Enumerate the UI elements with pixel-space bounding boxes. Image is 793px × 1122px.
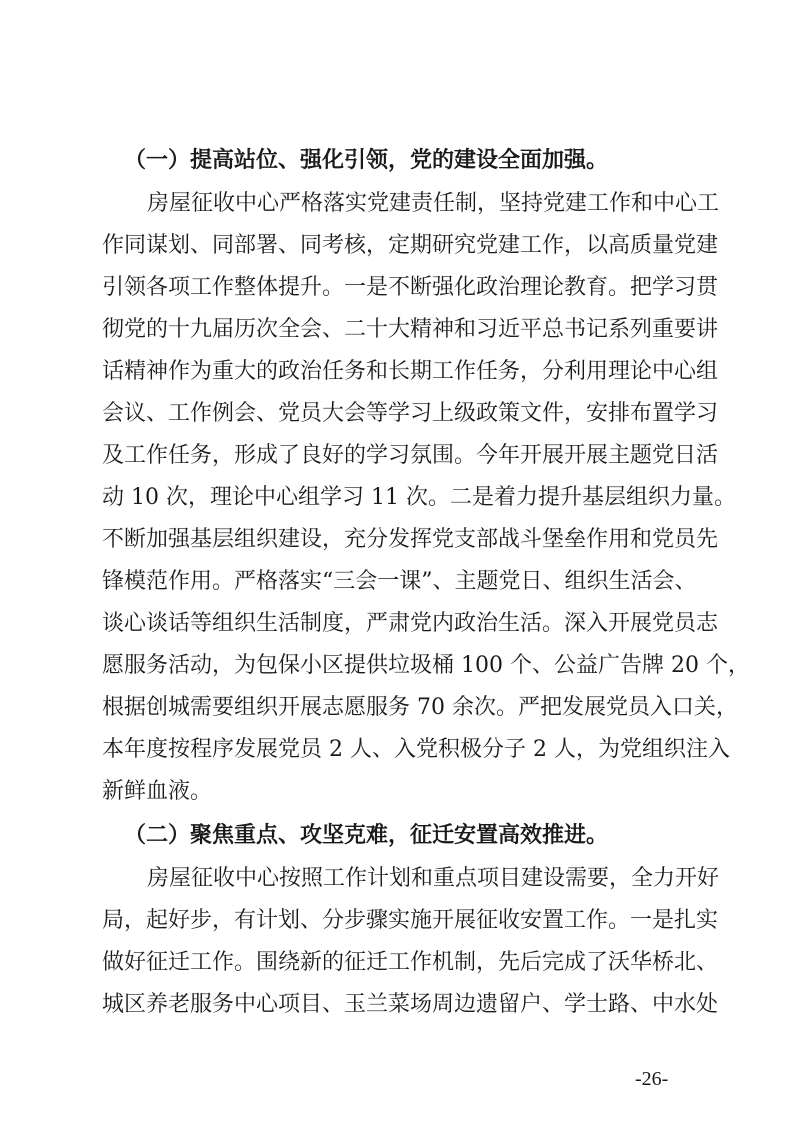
paragraph-line: 根据创城需要组织开展志愿服务 70 余次。严把发展党员入口关， bbox=[102, 695, 738, 720]
page-number: -26- bbox=[635, 1068, 669, 1090]
paragraph-line: 锋模范作用。严格落实“三会一课”、主题党日、组织生活会、 bbox=[102, 569, 697, 594]
paragraph-line: 本年度按程序发展党员 2 人、入党积极分子 2 人，为党组织注入 bbox=[102, 737, 730, 762]
paragraph-line: 动 10 次，理论中心组学习 11 次。二是着力提升基层组织力量。 bbox=[102, 485, 736, 510]
paragraph-line: 房屋征收中心严格落实党建责任制，坚持党建工作和中心工 bbox=[147, 191, 720, 216]
section-heading-1: （一）提高站位、强化引领，党的建设全面加强。 bbox=[124, 148, 609, 173]
paragraph-line: 引领各项工作整体提升。一是不断强化政治理论教育。把学习贯 bbox=[102, 275, 719, 300]
paragraph-line: 做好征迁工作。围绕新的征迁工作机制，先后完成了沃华桥北、 bbox=[102, 950, 719, 975]
paragraph-line: 局，起好步，有计划、分步骤实施开展征收安置工作。一是扎实 bbox=[102, 908, 719, 933]
paragraph-line: 及工作任务，形成了良好的学习氛围。今年开展开展主题党日活 bbox=[102, 443, 719, 468]
paragraph-line: 谈心谈话等组织生活制度，严肃党内政治生活。深入开展党员志 bbox=[102, 611, 719, 636]
paragraph-line: 新鲜血液。 bbox=[102, 779, 213, 804]
section-heading-2: （二）聚焦重点、攻坚克难，征迁安置高效推进。 bbox=[124, 823, 609, 848]
paragraph-line: 彻党的十九届历次全会、二十大精神和习近平总书记系列重要讲 bbox=[102, 317, 719, 342]
paragraph-line: 城区养老服务中心项目、玉兰菜场周边遗留户、学士路、中水处 bbox=[102, 992, 719, 1017]
paragraph-line: 作同谋划、同部署、同考核，定期研究党建工作，以高质量党建 bbox=[102, 233, 719, 258]
paragraph-line: 话精神作为重大的政治任务和长期工作任务，分利用理论中心组 bbox=[102, 359, 719, 384]
paragraph-line: 房屋征收中心按照工作计划和重点项目建设需要，全力开好 bbox=[147, 866, 720, 891]
paragraph-line: 不断加强基层组织建设，充分发挥党支部战斗堡垒作用和党员先 bbox=[102, 527, 719, 552]
paragraph-line: 会议、工作例会、党员大会等学习上级政策文件，安排布置学习 bbox=[102, 401, 719, 426]
paragraph-line: 愿服务活动，为包保小区提供垃圾桶 100 个、公益广告牌 20 个， bbox=[102, 653, 750, 678]
